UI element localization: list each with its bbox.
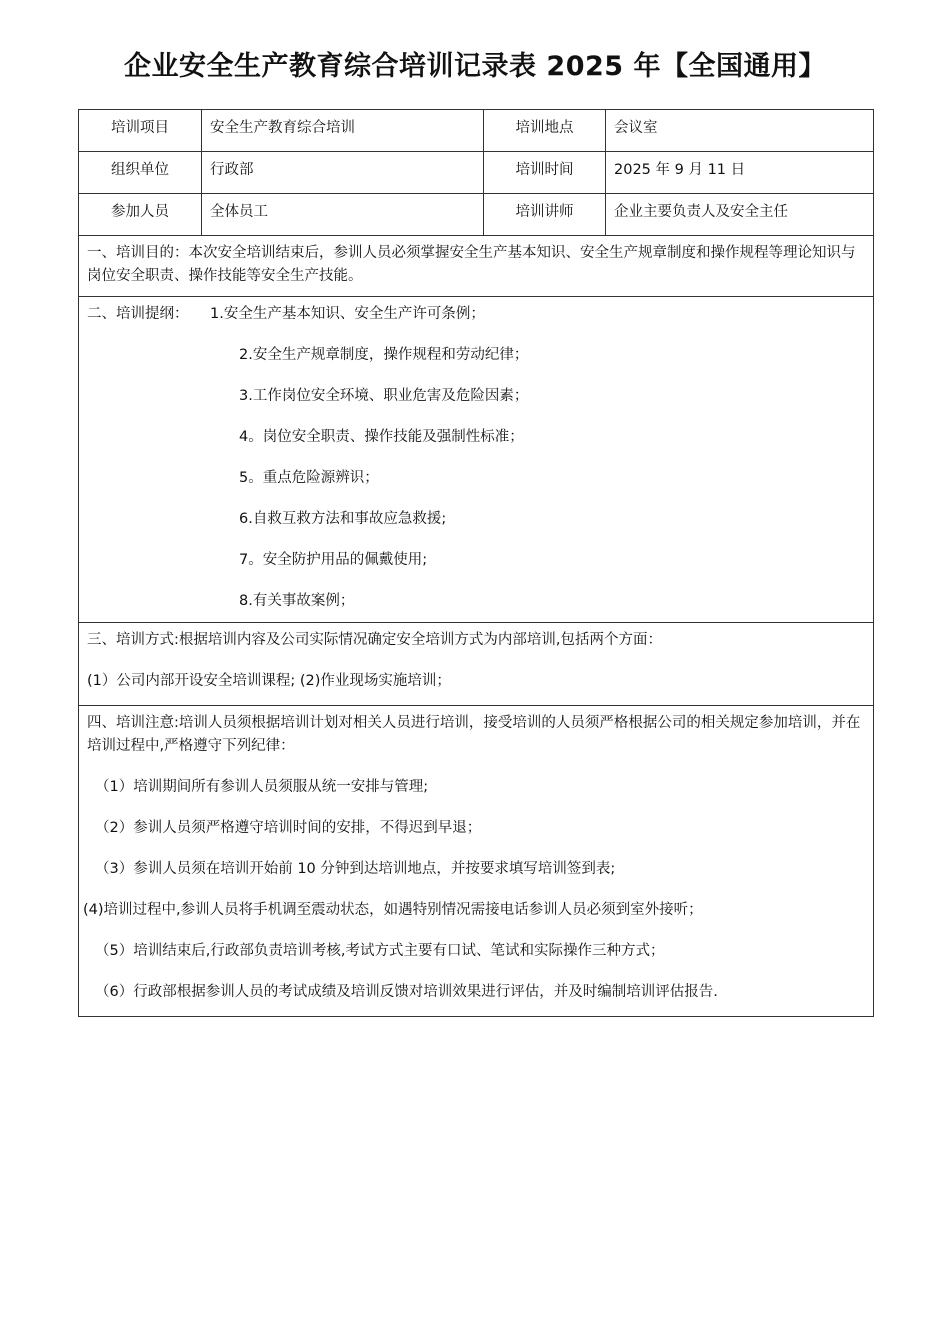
notes-rule: （6）行政部根据参训人员的考试成绩及培训反馈对培训效果进行评估，并及时编制培训评估报告. — [95, 984, 718, 1000]
info-row — [79, 194, 874, 236]
training-outline-heading: 二、培训提纲： — [87, 306, 189, 322]
training-location-value: 会议室 — [606, 110, 874, 152]
organizer-label: 组织单位 — [79, 152, 202, 194]
info-row — [79, 152, 874, 194]
training-outline-list — [210, 303, 865, 613]
outline-row — [79, 297, 874, 623]
outline-item: 1.安全生产基本知识、安全生产许可条例； — [210, 306, 485, 322]
notes-row — [79, 706, 874, 1017]
outline-item: 7。安全防护用品的佩戴使用; — [239, 552, 428, 568]
training-purpose-text: 一、培训目的：本次安全培训结束后，参训人员必须掌握安全生产基本知识、安全生产规章制度和操作规程等理论知识与岗位安全职责、操作技能等安全生产技能。 — [87, 245, 856, 284]
training-method-detail: (1）公司内部开设安全培训课程; (2)作业现场实施培训； — [87, 673, 451, 689]
training-location-label: 培训地点 — [484, 110, 606, 152]
notes-rule: （1）培训期间所有参训人员须服从统一安排与管理; — [95, 779, 429, 795]
training-item-label: 培训项目 — [79, 110, 202, 152]
purpose-row — [79, 236, 874, 297]
outline-item: 5。重点危险源辨识； — [239, 470, 379, 486]
document-title: 企业安全生产教育综合培训记录表 2025 年【全国通用】 — [124, 51, 826, 82]
organizer-value: 行政部 — [202, 152, 484, 194]
info-row — [79, 110, 874, 152]
notes-rule: （5）培训结束后,行政部负责培训考核,考试方式主要有口试、笔试和实际操作三种方式； — [95, 943, 665, 959]
training-time-label: 培训时间 — [484, 152, 606, 194]
trainer-label: 培训讲师 — [484, 194, 606, 236]
training-record-table — [78, 109, 874, 1017]
outline-item: 6.自救互救方法和事故应急救援; — [239, 511, 447, 527]
notes-rule: (4)培训过程中,参训人员将手机调至震动状态，如遇特别情况需接电话参训人员必须到室外接听； — [83, 902, 703, 918]
outline-item: 2.安全生产规章制度，操作规程和劳动纪律； — [239, 347, 529, 363]
participants-value: 全体员工 — [202, 194, 484, 236]
training-method-text: 三、培训方式:根据培训内容及公司实际情况确定安全培训方式为内部培训,包括两个方面： — [87, 632, 662, 648]
training-notes-intro: 四、培训注意:培训人员须根据培训计划对相关人员进行培训，接受培训的人员须严格根据公司的相关规定参加培训，并在培训过程中,严格遵守下列纪律： — [87, 715, 861, 754]
outline-item: 3.工作岗位安全环境、职业危害及危险因素； — [239, 388, 529, 404]
outline-item: 8.有关事故案例； — [239, 593, 355, 609]
training-time-value: 2025 年 9 月 11 日 — [606, 152, 874, 194]
trainer-value: 企业主要负责人及安全主任 — [606, 194, 874, 236]
notes-rule: （2）参训人员须严格遵守培训时间的安排，不得迟到早退； — [95, 820, 482, 836]
notes-rule: （3）参训人员须在培训开始前 10 分钟到达培训地点，并按要求填写培训签到表; — [95, 861, 616, 877]
training-item-value: 安全生产教育综合培训 — [202, 110, 484, 152]
outline-item: 4。岗位安全职责、操作技能及强制性标准； — [239, 429, 524, 445]
method-row — [79, 623, 874, 706]
participants-label: 参加人员 — [79, 194, 202, 236]
